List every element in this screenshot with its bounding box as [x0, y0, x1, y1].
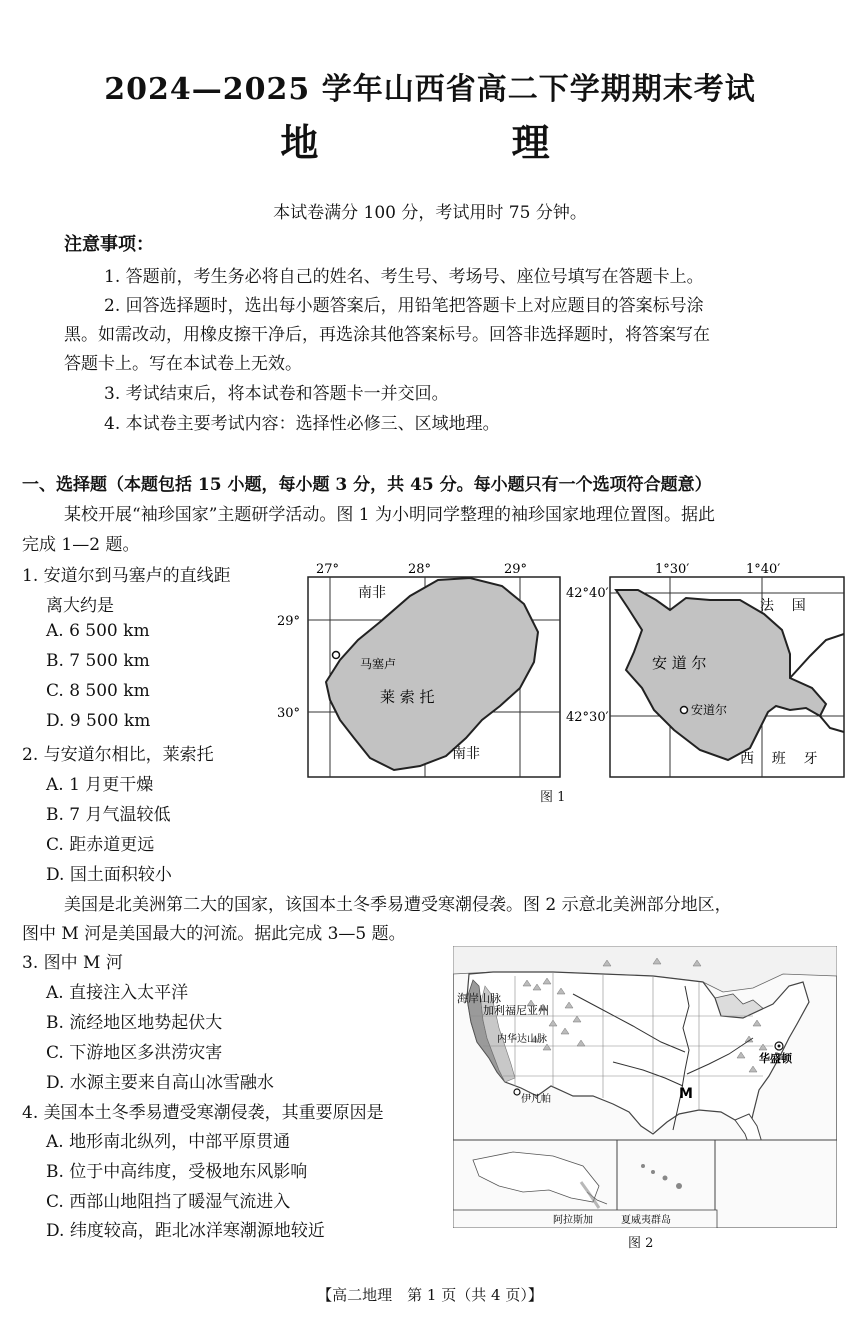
notice-item-2: 2. 回答选择题时，选出每小题答案后，用铅笔把答题卡上对应题目的答案标号涂	[104, 296, 704, 316]
notice-item-2-end: 答题卡上。写在本试卷上无效。	[64, 354, 302, 374]
q1-option-d: D. 9 500 km	[46, 711, 151, 731]
spain-label: 西 班 牙	[740, 751, 818, 767]
q1-option-b: B. 7 500 km	[46, 651, 150, 671]
q4-option-d: D. 纬度较高，距北冰洋寒潮源地较近	[46, 1221, 325, 1241]
intro-1-line-2: 完成 1—2 题。	[22, 535, 140, 555]
washington-label: 华盛顿	[759, 1052, 792, 1065]
maseru-dot	[333, 652, 340, 659]
andorra-map	[610, 577, 844, 777]
q4-stem: 4. 美国本土冬季易遭受寒潮侵袭，其重要原因是	[22, 1103, 384, 1123]
q2-option-d: D. 国土面积较小	[46, 865, 172, 885]
section-heading: 一、选择题（本题包括 15 小题，每小题 3 分，共 45 分。每小题只有一个选项符合题意）	[22, 475, 712, 495]
lat-label-30: 30°	[277, 706, 301, 721]
andorra-city-label: 安道尔	[691, 703, 728, 717]
q2-option-a: A. 1 月更干燥	[46, 775, 154, 795]
france-label: 法 国	[760, 598, 806, 614]
figure-1-maps	[270, 560, 850, 810]
lat-label-42-40: 42°40′	[566, 586, 609, 601]
intro-2-line-1: 美国是北美洲第二大的国家，该国本土冬季易遭受寒潮侵袭。图 2 示意北美洲部分地区，	[64, 895, 732, 915]
lon-label-27: 27°	[316, 562, 340, 577]
lat-label-29: 29°	[277, 614, 301, 629]
notice-item-3: 3. 考试结束后，将本试卷和答题卡一并交回。	[104, 384, 449, 404]
california-label: 加利福尼亚州	[483, 1004, 549, 1017]
alaska-label: 阿拉斯加	[553, 1215, 593, 1226]
q2-option-b: B. 7 月气温较低	[46, 805, 171, 825]
page-footer: 【高二地理 第 1 页（共 4 页）】	[317, 1286, 543, 1304]
score-info: 本试卷满分 100 分，考试用时 75 分钟。	[273, 203, 587, 223]
andorra-label: 安 道 尔	[652, 654, 707, 672]
q1-stem-cont: 离大约是	[46, 596, 114, 616]
figure-2-caption: 图 2	[628, 1236, 654, 1251]
lat-label-42-30: 42°30′	[566, 710, 609, 725]
intro-2-line-2: 图中 M 河是美国最大的河流。据此完成 3—5 题。	[22, 924, 406, 944]
sierra-label: 内华达山脉	[497, 1034, 547, 1045]
ivanpah-marker	[514, 1089, 520, 1095]
q2-stem: 2. 与安道尔相比，莱索托	[22, 745, 214, 765]
andorra-la-vella-dot	[681, 707, 688, 714]
notice-item-2-cont: 黑。如需改动，用橡皮擦干净后，再选涂其他答案标号。回答非选择题时，将答案写在	[64, 325, 710, 345]
q3-option-c: C. 下游地区多洪涝灾害	[46, 1043, 223, 1063]
q1-option-c: C. 8 500 km	[46, 681, 150, 701]
exam-title: 2024—2025 学年山西省高二下学期期末考试	[104, 72, 756, 107]
notice-item-4: 4. 本试卷主要考试内容：选择性必修三、区域地理。	[104, 414, 500, 434]
q3-stem: 3. 图中 M 河	[22, 953, 123, 973]
figure-2-map	[453, 946, 837, 1228]
q4-option-c: C. 西部山地阻挡了暖湿气流进入	[46, 1192, 291, 1212]
notice-heading: 注意事项：	[64, 234, 154, 255]
lesotho-map	[308, 577, 560, 777]
lon-label-1-30: 1°30′	[655, 562, 690, 577]
lon-label-1-40: 1°40′	[746, 562, 781, 577]
maseru-label: 马塞卢	[360, 657, 397, 671]
figure-1-caption: 图 1	[540, 790, 566, 805]
q3-option-a: A. 直接注入太平洋	[46, 983, 189, 1003]
q3-option-d: D. 水源主要来自高山冰雪融水	[46, 1073, 274, 1093]
lon-label-29: 29°	[504, 562, 528, 577]
q4-option-b: B. 位于中高纬度，受极地东风影响	[46, 1162, 308, 1182]
subject-title: 地 理	[280, 120, 640, 165]
lesotho-label: 莱 索 托	[380, 688, 435, 706]
coast-range-label: 海岸山脉	[457, 992, 501, 1005]
lon-label-28: 28°	[408, 562, 432, 577]
south-africa-label-bottom: 南非	[452, 746, 480, 762]
q2-option-c: C. 距赤道更远	[46, 835, 155, 855]
q1-option-a: A. 6 500 km	[46, 621, 150, 641]
notice-item-1: 1. 答题前，考生务必将自己的姓名、考生号、考场号、座位号填写在答题卡上。	[104, 267, 704, 287]
hawaii-label: 夏威夷群岛	[621, 1215, 671, 1226]
q1-stem: 1. 安道尔到马塞卢的直线距	[22, 566, 231, 586]
q4-option-a: A. 地形南北纵列，中部平原贯通	[46, 1132, 291, 1152]
m-river-label: M	[679, 1086, 693, 1102]
intro-1-line-1: 某校开展“袖珍国家”主题研学活动。图 1 为小明同学整理的袖珍国家地理位置图。据此	[64, 505, 716, 525]
south-africa-label-top: 南非	[358, 585, 386, 601]
ivanpah-label: 伊凡帕	[521, 1094, 551, 1105]
q3-option-b: B. 流经地区地势起伏大	[46, 1013, 223, 1033]
